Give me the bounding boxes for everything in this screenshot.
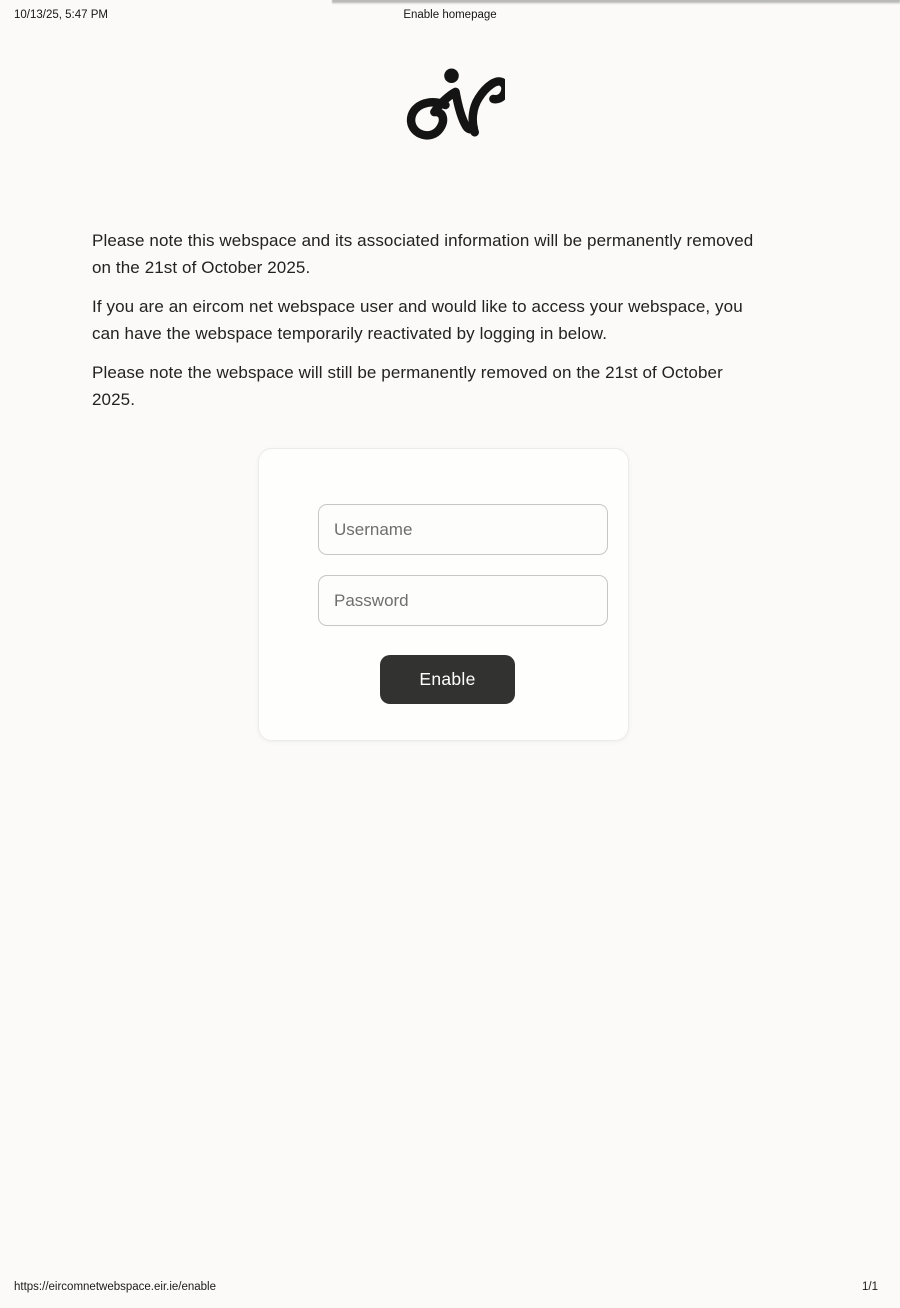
notice-line: Please note the webspace will still be permanently removed on the 21st of October bbox=[92, 363, 723, 382]
notice-paragraph-1 bbox=[92, 227, 832, 281]
scan-artifact bbox=[332, 0, 900, 4]
eir-logo bbox=[399, 60, 505, 144]
notice-line: If you are an eircom net webspace user and would like to access your webspace, you bbox=[92, 297, 743, 316]
print-datetime: 10/13/25, 5:47 PM bbox=[14, 9, 108, 21]
password-input[interactable] bbox=[318, 575, 608, 626]
login-card bbox=[258, 448, 629, 741]
notice-line: can have the webspace temporarily reactivated by logging in below. bbox=[92, 324, 608, 343]
eir-logo-r-stroke bbox=[473, 81, 505, 132]
notice-line: 2025. bbox=[92, 390, 136, 409]
print-title: Enable homepage bbox=[403, 9, 497, 21]
page-number: 1/1 bbox=[862, 1281, 878, 1293]
footer-url: https://eircomnetwebspace.eir.ie/enable bbox=[14, 1281, 217, 1293]
eir-logo-i-dot bbox=[444, 68, 459, 83]
notice-text bbox=[92, 227, 832, 425]
notice-paragraph-3 bbox=[92, 359, 832, 413]
eir-logo-ei-stroke bbox=[411, 92, 474, 135]
notice-line: on the 21st of October 2025. bbox=[92, 258, 311, 277]
username-input[interactable] bbox=[318, 504, 608, 555]
enable-button[interactable]: Enable bbox=[380, 655, 515, 704]
notice-line: Please note this webspace and its associated information will be permanently removed bbox=[92, 231, 754, 250]
notice-paragraph-2 bbox=[92, 293, 832, 347]
